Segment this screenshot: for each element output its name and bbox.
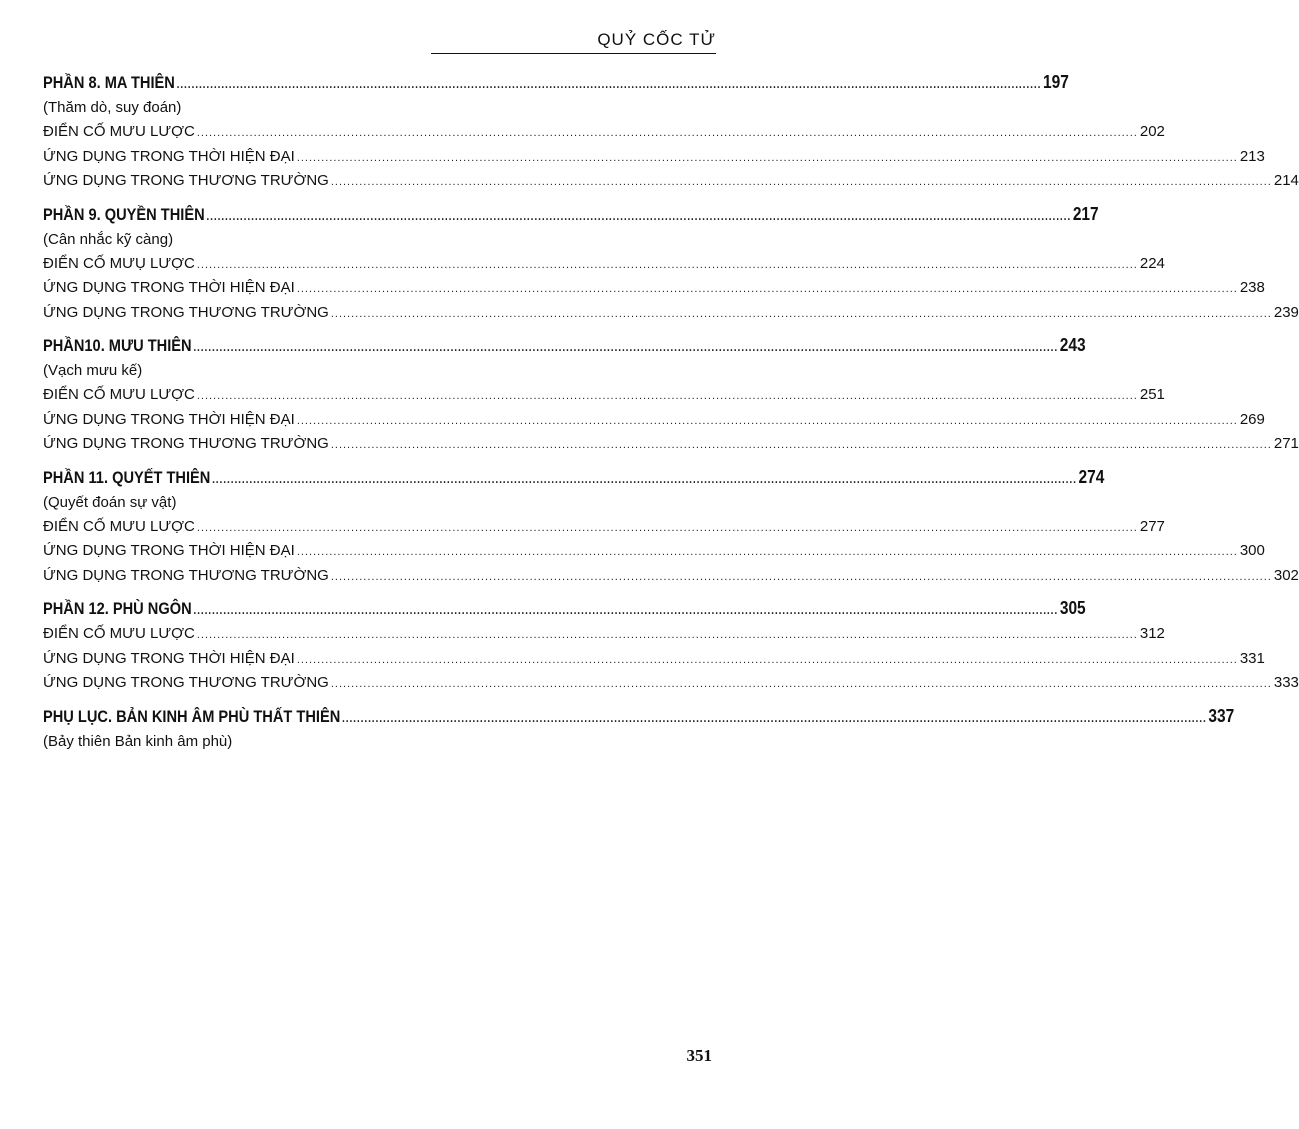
- dot-leader: ........................................................................................................................................................................................................................................: [176, 77, 1042, 91]
- part-title: PHẦN 12. PHÙ NGÔN: [43, 599, 192, 618]
- entry-title: ĐIỂN CỐ MƯỤ LƯỢC: [43, 254, 195, 272]
- entry-page-number: 269: [1239, 410, 1265, 428]
- toc-entry[interactable]: [43, 383, 1165, 408]
- page-number: 351: [686, 1046, 712, 1065]
- toc-entry[interactable]: [43, 145, 1265, 170]
- toc-part: [43, 200, 1299, 326]
- dot-leader: ........................................................................................................................................................................................................................................: [296, 414, 1238, 427]
- entry-page-number: 271: [1273, 435, 1299, 452]
- entry-title: ỨNG DỤNG TRONG THƯƠNG TRƯỜNG: [43, 435, 329, 452]
- dot-leader: ........................................................................................................................................................................................................................................: [196, 127, 1138, 139]
- part-page-number: 243: [1059, 335, 1086, 355]
- entry-title: ỨNG DỤNG TRONG THƯƠNG TRƯỜNG: [43, 566, 329, 584]
- dot-leader: ........................................................................................................................................................................................................................................: [330, 176, 1272, 188]
- toc-entry[interactable]: [43, 539, 1265, 564]
- toc-part-heading[interactable]: [43, 68, 1069, 96]
- entry-title: ỨNG DỤNG TRONG THỜI HIỆN ĐẠI: [43, 649, 295, 667]
- entry-title: ỨNG DỤNG TRONG THỜI HIỆN ĐẠI: [43, 147, 295, 165]
- dot-leader: ........................................................................................................................................................................................................................................: [330, 307, 1272, 320]
- toc-entry[interactable]: [43, 432, 1299, 457]
- toc-entry[interactable]: [43, 622, 1165, 647]
- entry-title: ĐIỂN CỐ MƯU LƯỢC: [43, 517, 195, 535]
- entry-page-number: 312: [1139, 625, 1165, 642]
- toc-entry[interactable]: [43, 120, 1165, 145]
- part-page-number: 217: [1072, 203, 1099, 224]
- part-subtitle: (Cân nhắc kỹ càng): [43, 230, 174, 248]
- entry-page-number: 300: [1239, 542, 1265, 559]
- running-header: [431, 30, 716, 54]
- entry-page-number: 238: [1239, 279, 1265, 296]
- entry-title: ỨNG DỤNG TRONG THỜI HIỆN ĐẠI: [43, 542, 295, 559]
- entry-page-number: 277: [1139, 517, 1165, 535]
- book-title: QUỶ CỐC TỬ: [597, 30, 716, 49]
- dot-leader: ........................................................................................................................................................................................................................................: [341, 710, 1207, 725]
- dot-leader: ........................................................................................................................................................................................................................................: [193, 340, 1059, 354]
- dot-leader: ........................................................................................................................................................................................................................................: [196, 521, 1138, 534]
- toc-entry[interactable]: [43, 564, 1299, 589]
- part-page-number: 337: [1208, 705, 1235, 726]
- toc-entry[interactable]: [43, 515, 1165, 540]
- dot-leader: ........................................................................................................................................................................................................................................: [296, 151, 1238, 164]
- entry-page-number: 214: [1273, 172, 1299, 189]
- entry-page-number: 333: [1273, 674, 1299, 691]
- entry-page-number: 202: [1139, 123, 1165, 140]
- toc-entry[interactable]: [43, 408, 1265, 433]
- entry-title: ĐIỂN CỐ MƯU LƯỢC: [43, 625, 195, 642]
- dot-leader: ........................................................................................................................................................................................................................................: [330, 570, 1272, 583]
- entry-title: ỨNG DỤNG TRONG THƯƠNG TRƯỜNG: [43, 303, 329, 321]
- dot-leader: ........................................................................................................................................................................................................................................: [193, 603, 1059, 617]
- toc-entry[interactable]: [43, 169, 1299, 194]
- entry-title: ỨNG DỤNG TRONG THƯƠNG TRƯỜNG: [43, 172, 329, 189]
- part-title: PHỤ LỤC. BẢN KINH ÂM PHÙ THẤT THIÊN: [43, 706, 341, 726]
- part-title: PHẦN 8. MA THIÊN: [43, 73, 175, 92]
- toc-part-heading[interactable]: [43, 463, 1105, 491]
- entry-page-number: 302: [1273, 566, 1299, 584]
- part-page-number: 197: [1043, 72, 1069, 92]
- toc-part-heading[interactable]: [43, 594, 1086, 622]
- part-subtitle: (Thăm dò, suy đoán): [43, 99, 182, 116]
- dot-leader: ........................................................................................................................................................................................................................................: [296, 653, 1238, 666]
- part-title: PHẦN 9. QUYỀN THIÊN: [43, 204, 205, 224]
- part-page-number: 274: [1078, 466, 1105, 487]
- part-subtitle: (Vạch mưu kế): [43, 362, 143, 379]
- entry-title: ỨNG DỤNG TRONG THƯƠNG TRƯỜNG: [43, 674, 329, 691]
- entry-page-number: 331: [1239, 649, 1265, 667]
- entry-page-number: 224: [1139, 254, 1165, 272]
- entry-title: ĐIỂN CỐ MƯU LƯỢC: [43, 386, 195, 403]
- toc-part-heading[interactable]: [43, 702, 1235, 730]
- entry-page-number: 239: [1273, 303, 1299, 321]
- table-of-contents: [43, 68, 1299, 760]
- part-subtitle: (Quyết đoán sự vật): [43, 493, 177, 511]
- toc-part: [43, 463, 1299, 589]
- header-rule: [431, 53, 716, 54]
- entry-page-number: 213: [1239, 147, 1265, 165]
- dot-leader: ........................................................................................................................................................................................................................................: [330, 678, 1272, 690]
- dot-leader: ........................................................................................................................................................................................................................................: [212, 471, 1077, 486]
- dot-leader: ........................................................................................................................................................................................................................................: [206, 208, 1072, 223]
- toc-entry[interactable]: [43, 647, 1265, 672]
- part-subtitle: (Bảy thiên Bản kinh âm phù): [43, 732, 233, 750]
- toc-part: [43, 594, 1299, 696]
- entry-page-number: 251: [1139, 386, 1165, 403]
- toc-entry[interactable]: [43, 671, 1299, 696]
- dot-leader: ........................................................................................................................................................................................................................................: [196, 390, 1138, 402]
- entry-title: ỨNG DỤNG TRONG THỜI HIỆN ĐẠI: [43, 279, 295, 296]
- dot-leader: ........................................................................................................................................................................................................................................: [296, 283, 1238, 295]
- toc-part: [43, 702, 1235, 754]
- entry-title: ĐIỂN CỐ MƯU LƯỢC: [43, 123, 195, 140]
- toc-entry[interactable]: [43, 301, 1299, 326]
- dot-leader: ........................................................................................................................................................................................................................................: [330, 439, 1272, 451]
- dot-leader: ........................................................................................................................................................................................................................................: [296, 546, 1238, 558]
- dot-leader: ........................................................................................................................................................................................................................................: [196, 258, 1138, 271]
- part-page-number: 305: [1059, 598, 1086, 618]
- toc-part: [43, 68, 1299, 194]
- toc-part-heading[interactable]: [43, 331, 1086, 359]
- entry-title: ỨNG DỤNG TRONG THỜI HIỆN ĐẠI: [43, 410, 295, 428]
- toc-part-heading[interactable]: [43, 200, 1099, 228]
- part-title: PHẦN10. MƯU THIÊN: [43, 336, 192, 355]
- toc-part: [43, 331, 1299, 457]
- toc-entry[interactable]: [43, 252, 1165, 277]
- dot-leader: ........................................................................................................................................................................................................................................: [196, 629, 1138, 641]
- toc-entry[interactable]: [43, 276, 1265, 301]
- part-title: PHẦN 11. QUYẾT THIÊN: [43, 467, 211, 487]
